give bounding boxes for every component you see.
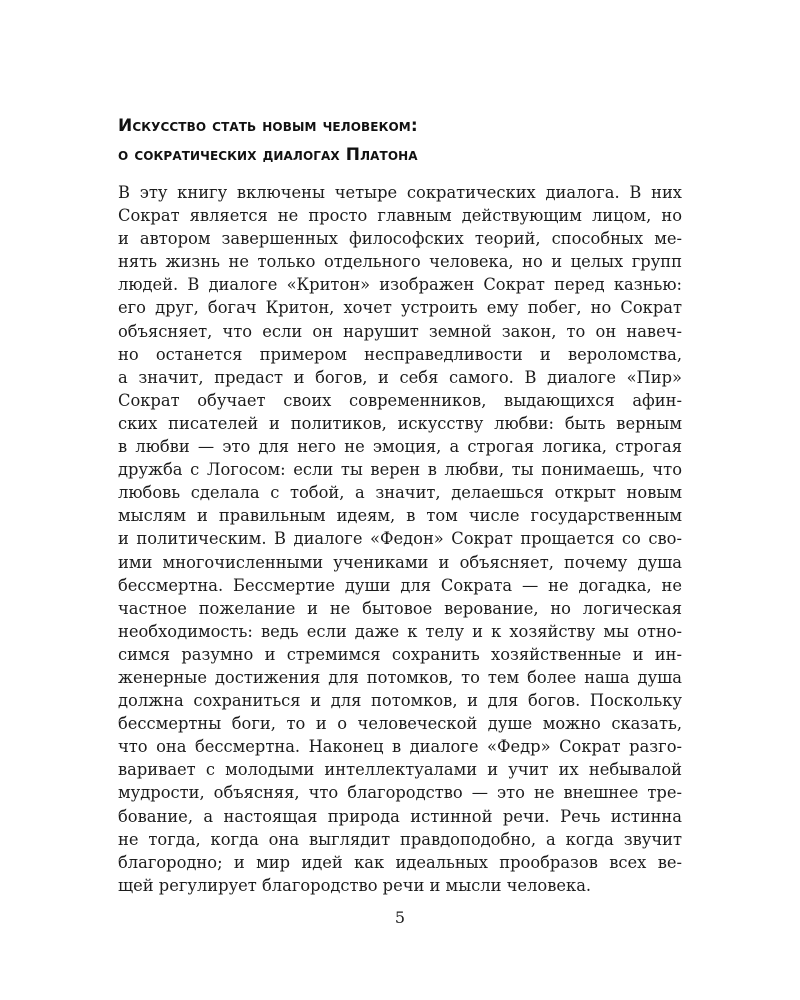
body-line: необходимость: ведь если даже к телу и к хозяйству мы отно- [118, 621, 682, 641]
heading-line-2: о сократических диалогах Платона [118, 145, 418, 165]
body-line: мыслям и правильным идеям, в том числе государственным [118, 506, 682, 526]
body-line: объясняет, что если он нарушит земной закон, то он навеч- [118, 321, 682, 341]
heading-line-1: Искусство стать новым человеком: [118, 116, 418, 136]
body-line: Сократ является не просто главным действующим лицом, но [118, 206, 682, 226]
body-line: мудрости, объясняя, что благородство — это не внешнее тре- [118, 783, 682, 803]
body-line: не тогда, когда она выглядит правдоподобно, а когда звучит [118, 829, 682, 849]
body-line: бессмертны боги, то и о человеческой душе можно сказать, [118, 714, 682, 734]
body-line: и политическим. В диалоге «Федон» Сократ прощается со сво- [118, 529, 682, 549]
body-line: дружба с Логосом: если ты верен в любви, ты понимаешь, что [118, 460, 682, 480]
body-line: частное пожелание и не бытовое верование, но логическая [118, 598, 682, 618]
body-line: и автором завершенных философских теорий, способных ме- [118, 229, 682, 249]
page-number: 5 [394, 908, 406, 927]
body-line: щей регулирует благородство речи и мысли человека. [118, 875, 592, 895]
body-line: любовь сделала с тобой, а значит, делаешься открыт новым [118, 483, 682, 503]
body-line: нять жизнь не только отдельного человека, но и целых групп [118, 252, 682, 272]
body-line: ими многочисленными учениками и объясняет, почему душа [118, 552, 682, 572]
body-line: должна сохраниться и для потомков, и для богов. Поскольку [118, 691, 682, 711]
body-line: в любви — это для него не эмоция, а строгая логика, строгая [118, 437, 682, 457]
body-line: Сократ обучает своих современников, выдающихся афин- [118, 390, 682, 410]
body-line: благородно; и мир идей как идеальных прообразов всех ве- [118, 852, 682, 872]
body-line: а значит, предаст и богов, и себя самого. В диалоге «Пир» [118, 367, 682, 387]
body-line: варивает с молодыми интеллектуалами и учит их небывалой [118, 760, 682, 780]
body-line: но останется примером несправедливости и вероломства, [118, 344, 682, 364]
body-line: людей. В диалоге «Критон» изображен Сократ перед казнью: [118, 275, 682, 295]
body-line: ских писателей и политиков, искусству любви: быть верным [118, 413, 682, 433]
body-line: женерные достижения для потомков, то тем более наша душа [118, 667, 682, 687]
body-line: В эту книгу включены четыре сократических диалога. В них [118, 183, 682, 202]
body-line: что она бессмертна. Наконец в диалоге «Федр» Сократ разго- [118, 737, 682, 757]
body-paragraph [118, 181, 682, 897]
body-line: бессмертна. Бессмертие души для Сократа — не догадка, не [118, 575, 682, 595]
body-line: бование, а настоящая природа истинной речи. Речь истинна [118, 806, 682, 826]
body-line: симся разумно и стремимся сохранить хозяйственные и ин- [118, 644, 682, 664]
chapter-heading [118, 112, 718, 170]
body-line: его друг, богач Критон, хочет устроить ему побег, но Сократ [118, 298, 682, 318]
